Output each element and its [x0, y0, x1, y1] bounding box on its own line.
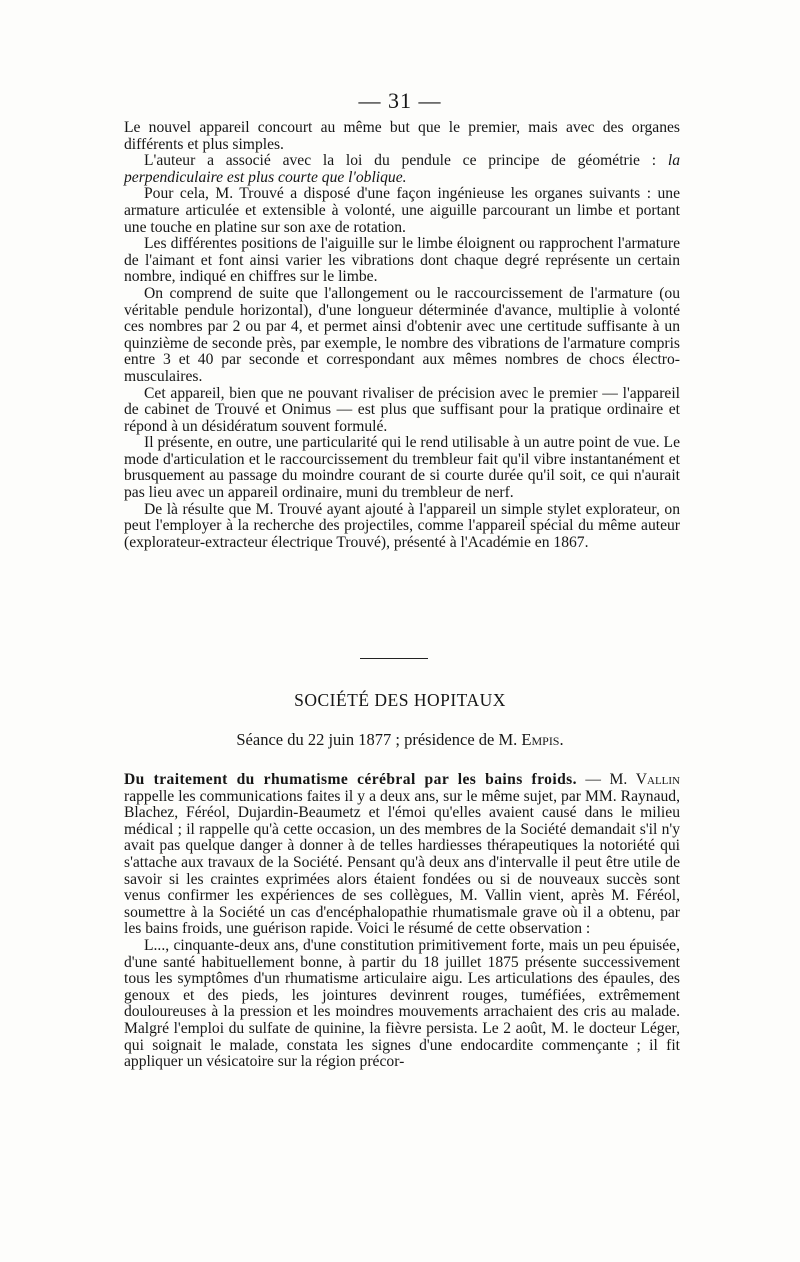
section-divider	[360, 658, 428, 659]
paragraph-4: Les différentes positions de l'aiguille sur le limbe éloignent ou rapprochent l'armature de l'aimant et font ainsi varier les vibrations dont chaque degré représente un certain nombre, indiqué en chiffres sur le limbe.	[124, 235, 680, 286]
paragraph-5: On comprend de suite que l'allongement ou le raccourcissement de l'armature (ou véritable pendule horizontal), d'une longueur déterminée d'avance, multiplie à volonté ces nombres par 2 ou par 4, et permet ainsi d'obtenir avec une certitude suffisante à un quinzième de seconde près, par exemple, le nombre des vibrations de l'armature compris entre 3 et 40 par seconde et correspondant aux mêmes nombres de chocs électro-musculaires.	[124, 284, 680, 385]
president-name: Empis	[521, 730, 560, 749]
article-paragraph-2: L..., cinquante-deux ans, d'une constitution primitivement forte, mais un peu épuisée, d'une santé habituellement bonne, à partir du 18 juillet 1875 présente successivement tous les symptômes d'un rhumatisme articulaire aigu. Les articulations des épaules, des genoux et des pieds, les jointures devinrent rouges, tuméfiées, extrêmement douloureuses à la pression et les moindres mouvements arrachaient des cris au malade. Malgré l'emploi du sulfate de quinine, la fièvre persista. Le 2 août, M. le docteur Léger, qui soignait le malade, constata les signes d'une endocardite commençante ; il fit appliquer un vésicatoire sur la région précor-	[124, 936, 680, 1071]
session-line-text: Séance du 22 juin 1877 ; présidence de M.	[236, 730, 522, 749]
paragraph-3: Pour cela, M. Trouvé a disposé d'une façon ingénieuse les organes suivants : une armature articulée et extensible à volonté, une aiguille parcourant un limbe et portant une touche en platine sur son axe de rotation.	[124, 185, 680, 236]
speaker-name: Vallin	[635, 771, 680, 788]
paragraph-2-text: L'auteur a associé avec la loi du pendule ce principe de géométrie :	[144, 152, 668, 170]
paragraph-7: Il présente, en outre, une particularité qui le rend utilisable à un autre point de vue. Le mode d'articulation et le raccourcissement du trembleur fait qu'il vibre instantanément et brusquement au passage du moindre courant de si courte durée qu'il soit, ce qui n'aurait pas lieu avec un appareil ordinaire, muni du trembleur de nerf.	[124, 434, 680, 502]
session-line	[0, 730, 800, 750]
section-heading: SOCIÉTÉ DES HOPITAUX	[294, 690, 506, 710]
page-number: — 31 —	[358, 88, 442, 113]
article-column	[124, 772, 680, 1071]
session-line-end: .	[559, 730, 564, 749]
paragraph-8: De là résulte que M. Trouvé ayant ajouté à l'appareil un simple stylet explorateur, on peut l'employer à la recherche des projectiles, comme l'appareil spécial du même auteur (explorateur-extracteur électrique Trouvé), présenté à l'Académie en 1867.	[124, 500, 680, 551]
article-title: Du traitement du rhumatisme cérébral par les bains froids.	[124, 771, 577, 788]
paragraph-2	[124, 153, 680, 186]
article-paragraph-1-text: rappelle les communications faites il y a deux ans, sur le même sujet, par MM. Raynaud, Blachez, Féréol, Dujardin-Beaumetz et l'émoi qu'elles avaient causé dans le milieu médical ; il rappelle qu'à cette occasion, un des membres de la Société demandait s'il n'y avait pas quelque danger à donner à de telles hardiesses thérapeutiques la notoriété qui s'attache aux travaux de la Société. Pensant qu'à deux ans d'intervalle il peut être utile de savoir si les craintes exprimées alors étaient fondées ou si de nouveaux succès sont venus confirmer les expériences de ses collègues, M. Vallin vient, après M. Féréol, soumettre à la Société un cas d'encéphalopathie rhumatismale grave où il a obtenu, par les bains froids, une guérison rapide. Voici le résumé de cette observation :	[124, 787, 680, 938]
article-paragraph-1	[124, 772, 680, 938]
top-text-column	[124, 120, 680, 551]
paragraph-1: Le nouvel appareil concourt au même but que le premier, mais avec des organes différents et plus simples.	[124, 119, 680, 153]
article-lead: — M.	[576, 771, 636, 788]
paragraph-2-italic: la perpendiculaire est plus courte que l'oblique.	[124, 152, 680, 186]
paragraph-6: Cet appareil, bien que ne pouvant rivaliser de précision avec le premier — l'appareil de cabinet de Trouvé et Onimus — est plus que suffisant pour la pratique ordinaire et répond à un désidératum souvent formulé.	[124, 384, 680, 435]
